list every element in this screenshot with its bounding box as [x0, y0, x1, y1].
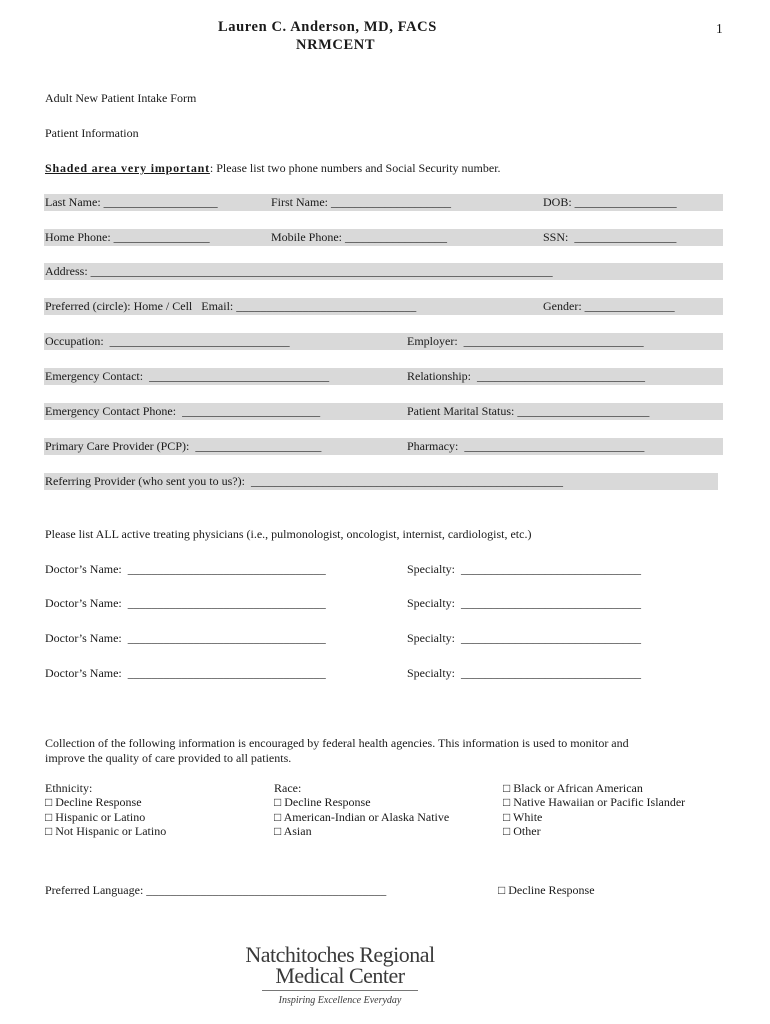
ethnicity-option-hispanic[interactable]: □ Hispanic or Latino	[45, 810, 146, 824]
doctor-name: Lauren C. Anderson, MD, FACS	[218, 19, 437, 35]
logo-line-2: Medical Center	[275, 963, 405, 988]
ssn-field[interactable]: SSN: _________________	[543, 230, 677, 244]
page-number: 1	[716, 21, 723, 36]
preferred-email-field[interactable]: Preferred (circle): Home / Cell Email: ______________________________	[45, 299, 417, 313]
logo-tagline: Inspiring Excellence Everyday	[278, 995, 402, 1006]
doctor-name-field-2[interactable]: Doctor’s Name: _________________________________	[45, 596, 326, 610]
race-option-black[interactable]: □ Black or African American	[503, 781, 643, 795]
doctor-name-field-1[interactable]: Doctor’s Name: _________________________________	[45, 562, 326, 576]
physicians-prompt: Please list ALL active treating physicians (i.e., pulmonologist, oncologist, internist, cardiologist, etc.)	[45, 527, 532, 541]
instruction-text: : Please list two phone numbers and Social Security number.	[209, 161, 501, 175]
doctor-name-field-4[interactable]: Doctor’s Name: _________________________________	[45, 666, 326, 680]
ethnicity-option-decline[interactable]: □ Decline Response	[45, 795, 142, 809]
collection-notice-line-2: improve the quality of care provided to all patients.	[45, 751, 292, 765]
hospital-logo	[240, 944, 440, 987]
race-option-decline[interactable]: □ Decline Response	[274, 795, 371, 809]
first-name-field[interactable]: First Name: ____________________	[271, 195, 451, 209]
form-title: Adult New Patient Intake Form	[45, 91, 197, 105]
pcp-field[interactable]: Primary Care Provider (PCP): _____________________	[45, 439, 322, 453]
instruction-emphasis: Shaded area very important	[45, 161, 210, 175]
race-option-hawaiian[interactable]: □ Native Hawaiian or Pacific Islander	[503, 795, 686, 809]
race-option-other[interactable]: □ Other	[503, 824, 541, 838]
logo-divider	[262, 990, 418, 991]
address-field[interactable]: Address: _____________________________________________________________________________	[45, 264, 553, 278]
gender-field[interactable]: Gender: _______________	[543, 299, 675, 313]
dob-field[interactable]: DOB: _________________	[543, 195, 677, 209]
collection-notice-line-1: Collection of the following information is encouraged by federal health agencies. This information is used to monitor and	[45, 736, 629, 750]
language-decline-option[interactable]: □ Decline Response	[498, 883, 595, 897]
race-label: Race:	[274, 781, 302, 795]
specialty-field-3[interactable]: Specialty: ______________________________	[407, 631, 641, 645]
pharmacy-field[interactable]: Pharmacy: ______________________________	[407, 439, 645, 453]
doctor-name-field-3[interactable]: Doctor’s Name: _________________________________	[45, 631, 326, 645]
marital-status-field[interactable]: Patient Marital Status: ______________________	[407, 404, 650, 418]
mobile-phone-field[interactable]: Mobile Phone: _________________	[271, 230, 447, 244]
last-name-field[interactable]: Last Name: ___________________	[45, 195, 218, 209]
occupation-field[interactable]: Occupation: ______________________________	[45, 334, 290, 348]
section-title: Patient Information	[45, 126, 139, 140]
race-option-asian[interactable]: □ Asian	[274, 824, 312, 838]
emergency-contact-field[interactable]: Emergency Contact: ______________________________	[45, 369, 330, 383]
home-phone-field[interactable]: Home Phone: ________________	[45, 230, 210, 244]
specialty-field-4[interactable]: Specialty: ______________________________	[407, 666, 641, 680]
race-option-white[interactable]: □ White	[503, 810, 543, 824]
referring-provider-field[interactable]: Referring Provider (who sent you to us?): ____________________________________________________	[45, 474, 563, 488]
specialty-field-1[interactable]: Specialty: ______________________________	[407, 562, 641, 576]
race-option-american-indian[interactable]: □ American-Indian or Alaska Native	[274, 810, 450, 824]
specialty-field-2[interactable]: Specialty: ______________________________	[407, 596, 641, 610]
instruction	[45, 161, 501, 176]
relationship-field[interactable]: Relationship: ____________________________	[407, 369, 645, 383]
ethnicity-option-not-hispanic[interactable]: □ Not Hispanic or Latino	[45, 824, 167, 838]
practice-name: NRMCENT	[296, 37, 376, 53]
logo-line-1: Natchitoches Regional	[245, 942, 435, 967]
emergency-phone-field[interactable]: Emergency Contact Phone: _______________________	[45, 404, 321, 418]
ethnicity-label: Ethnicity:	[45, 781, 93, 795]
preferred-language-field[interactable]: Preferred Language: ________________________________________	[45, 883, 387, 897]
employer-field[interactable]: Employer: ______________________________	[407, 334, 644, 348]
